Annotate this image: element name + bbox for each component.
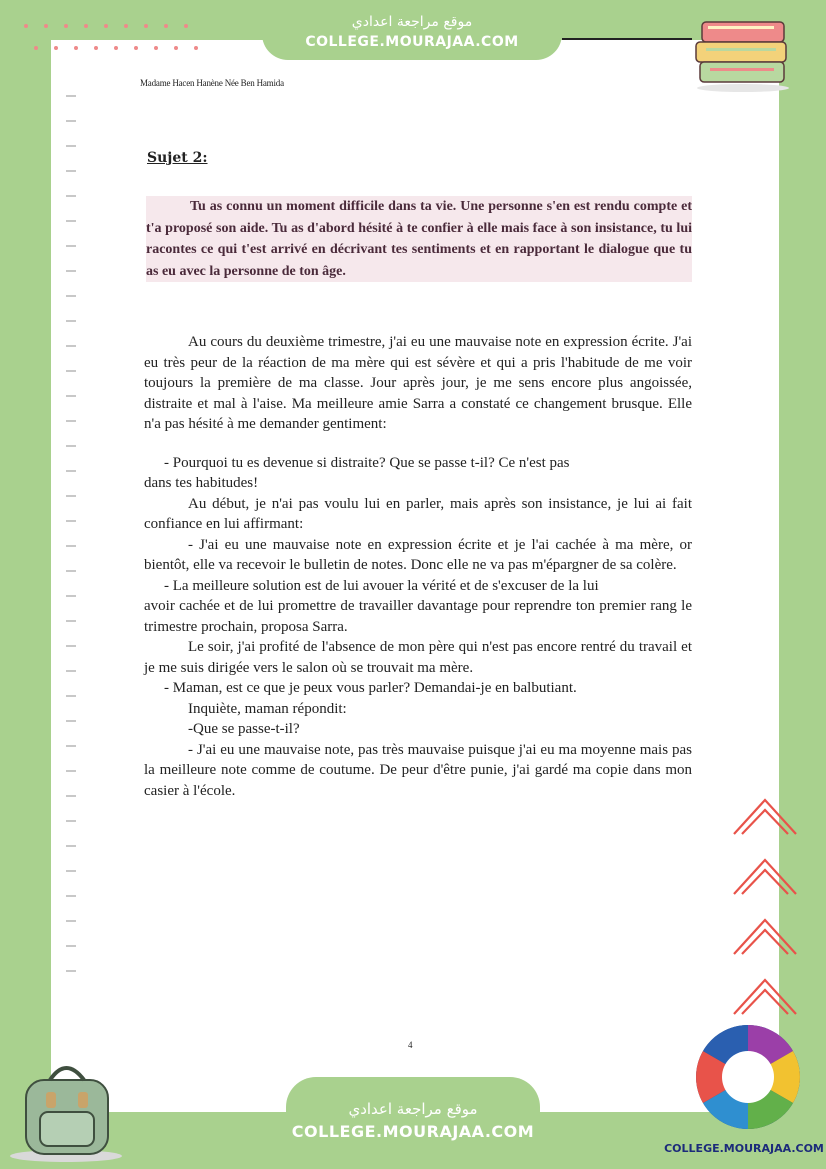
margin-mark [66,420,76,422]
margin-mark [66,570,76,572]
decorative-dot [94,46,98,50]
margin-mark [66,95,76,97]
header-site-link[interactable]: COLLEGE.MOURAJAA.COM [305,34,519,50]
margin-mark [66,920,76,922]
footer-site-link[interactable]: COLLEGE.MOURAJAA.COM [291,1122,535,1141]
margin-mark [66,795,76,797]
chevron-up-icon [730,790,800,1040]
decorative-dot [34,46,38,50]
margin-mark [66,970,76,972]
margin-mark [66,195,76,197]
essay-paragraph: Au cours du deuxième trimestre, j'ai eu une mauvaise note en expression écrite. J'ai eu très peur de la réaction de ma mère qui est sévère et qui a pris l'habitude de me voir toujours la première de ma classe. Jour après jour, je me sens encore plus angoissée, distraite et mal à l'aise. Ma meilleure amie Sarra a constaté ce changement brusque. Elle n'a pas hésité à me demander gentiment: [144,334,692,432]
essay-paragraph: Le soir, j'ai profité de l'absence de mon père qui n'est pas encore rentré du travail et je me suis dirigée vers le salon où se trouvait ma mère. [144,639,692,676]
decorative-dot [144,24,148,28]
essay-body [144,332,692,801]
margin-mark [66,745,76,747]
decorative-dot [184,24,188,28]
margin-mark [66,470,76,472]
margin-mark [66,145,76,147]
essay-paragraph: Au début, je n'ai pas voulu lui en parler, mais après son insistance, je lui ai fait confiance en lui affirmant: [144,495,692,532]
footer-banner [286,1077,540,1157]
paragraph-gap [144,435,692,453]
margin-mark [66,545,76,547]
decorative-dot [74,46,78,50]
margin-mark [66,345,76,347]
margin-mark [66,670,76,672]
essay-paragraph: dans tes habitudes! [144,475,259,491]
footer-arabic-title: موقع مراجعة اعدادي [348,1100,478,1118]
header-banner [262,8,562,60]
decorative-dots [0,0,260,60]
decorative-dot [114,46,118,50]
margin-mark [66,895,76,897]
subject-prompt: Tu as connu un moment difficile dans ta vie. Une personne s'en est rendu compte et t'a proposé son aide. Tu as d'abord hésité à te confier à elle mais face à son insistance, tu lui racontes ce qui t'est arrivé en décrivant tes sentiments et en rapportant le dialogue que tu as eu avec la personne de ton âge. [146,196,692,282]
decorative-dot [84,24,88,28]
margin-mark [66,220,76,222]
backpack-icon [6,1052,126,1162]
decorative-dot [164,24,168,28]
decorative-dot [64,24,68,28]
subject-wheel-icon [695,1024,801,1130]
margin-mark [66,595,76,597]
margin-mark [66,270,76,272]
essay-paragraph: Inquiète, maman répondit: [188,700,347,717]
margin-mark [66,445,76,447]
decorative-dot [44,24,48,28]
margin-mark [66,870,76,872]
decorative-dot [194,46,198,50]
subject-title: Sujet 2: [147,150,208,166]
essay-paragraph: - Pourquoi tu es devenue si distraite? Que se passe t-il? Ce n'est pas [164,454,570,471]
margin-mark [66,245,76,247]
margin-mark [66,395,76,397]
decorative-dot [134,46,138,50]
margin-mark [66,620,76,622]
decorative-dot [24,24,28,28]
margin-mark [66,170,76,172]
essay-paragraph: -Que se passe-t-il? [188,721,300,737]
margin-mark [66,295,76,297]
decorative-dot [54,46,58,50]
scanned-document [140,78,700,1050]
decorative-dot [104,24,108,28]
notebook-margin-marks [62,95,76,995]
essay-paragraph: - J'ai eu une mauvaise note en expression écrite et je l'ai cachée à ma mère, or bientôt, elle va recevoir le bulletin de notes. Donc elle ne va pas m'épargner de sa colère. [144,536,692,573]
essay-paragraph: avoir cachée et de lui promettre de travailler davantage pour reprendre ton premier rang le trimestre prochain, proposa Sarra. [144,598,692,635]
margin-mark [66,770,76,772]
decorative-dot [124,24,128,28]
margin-mark [66,645,76,647]
logo-site-text: COLLEGE.MOURAJAA.COM [664,1142,824,1155]
header-arabic-title: موقع مراجعة اعدادي [351,14,473,30]
margin-mark [66,320,76,322]
page-number: 4 [408,1040,413,1050]
essay-paragraph: - J'ai eu une mauvaise note, pas très mauvaise puisque j'ai eu ma moyenne mais pas la meilleure note comme de coutume. De peur d'être punie, j'ai gardé ma copie dans mon casier à l'école. [144,741,692,799]
margin-mark [66,945,76,947]
margin-mark [66,720,76,722]
margin-mark [66,820,76,822]
margin-mark [66,845,76,847]
margin-mark [66,370,76,372]
margin-mark [66,495,76,497]
essay-paragraph: - La meilleure solution est de lui avouer la vérité et de s'excuser de la lui [164,577,599,594]
essay-paragraph: - Maman, est ce que je peux vous parler? Demandai-je en balbutiant. [164,680,577,696]
books-icon [688,14,798,94]
margin-mark [66,520,76,522]
divider [562,38,692,40]
author-line: Madame Hacen Hanène Née Ben Hamida [140,78,284,88]
margin-mark [66,120,76,122]
margin-mark [66,695,76,697]
decorative-dot [154,46,158,50]
decorative-dot [174,46,178,50]
